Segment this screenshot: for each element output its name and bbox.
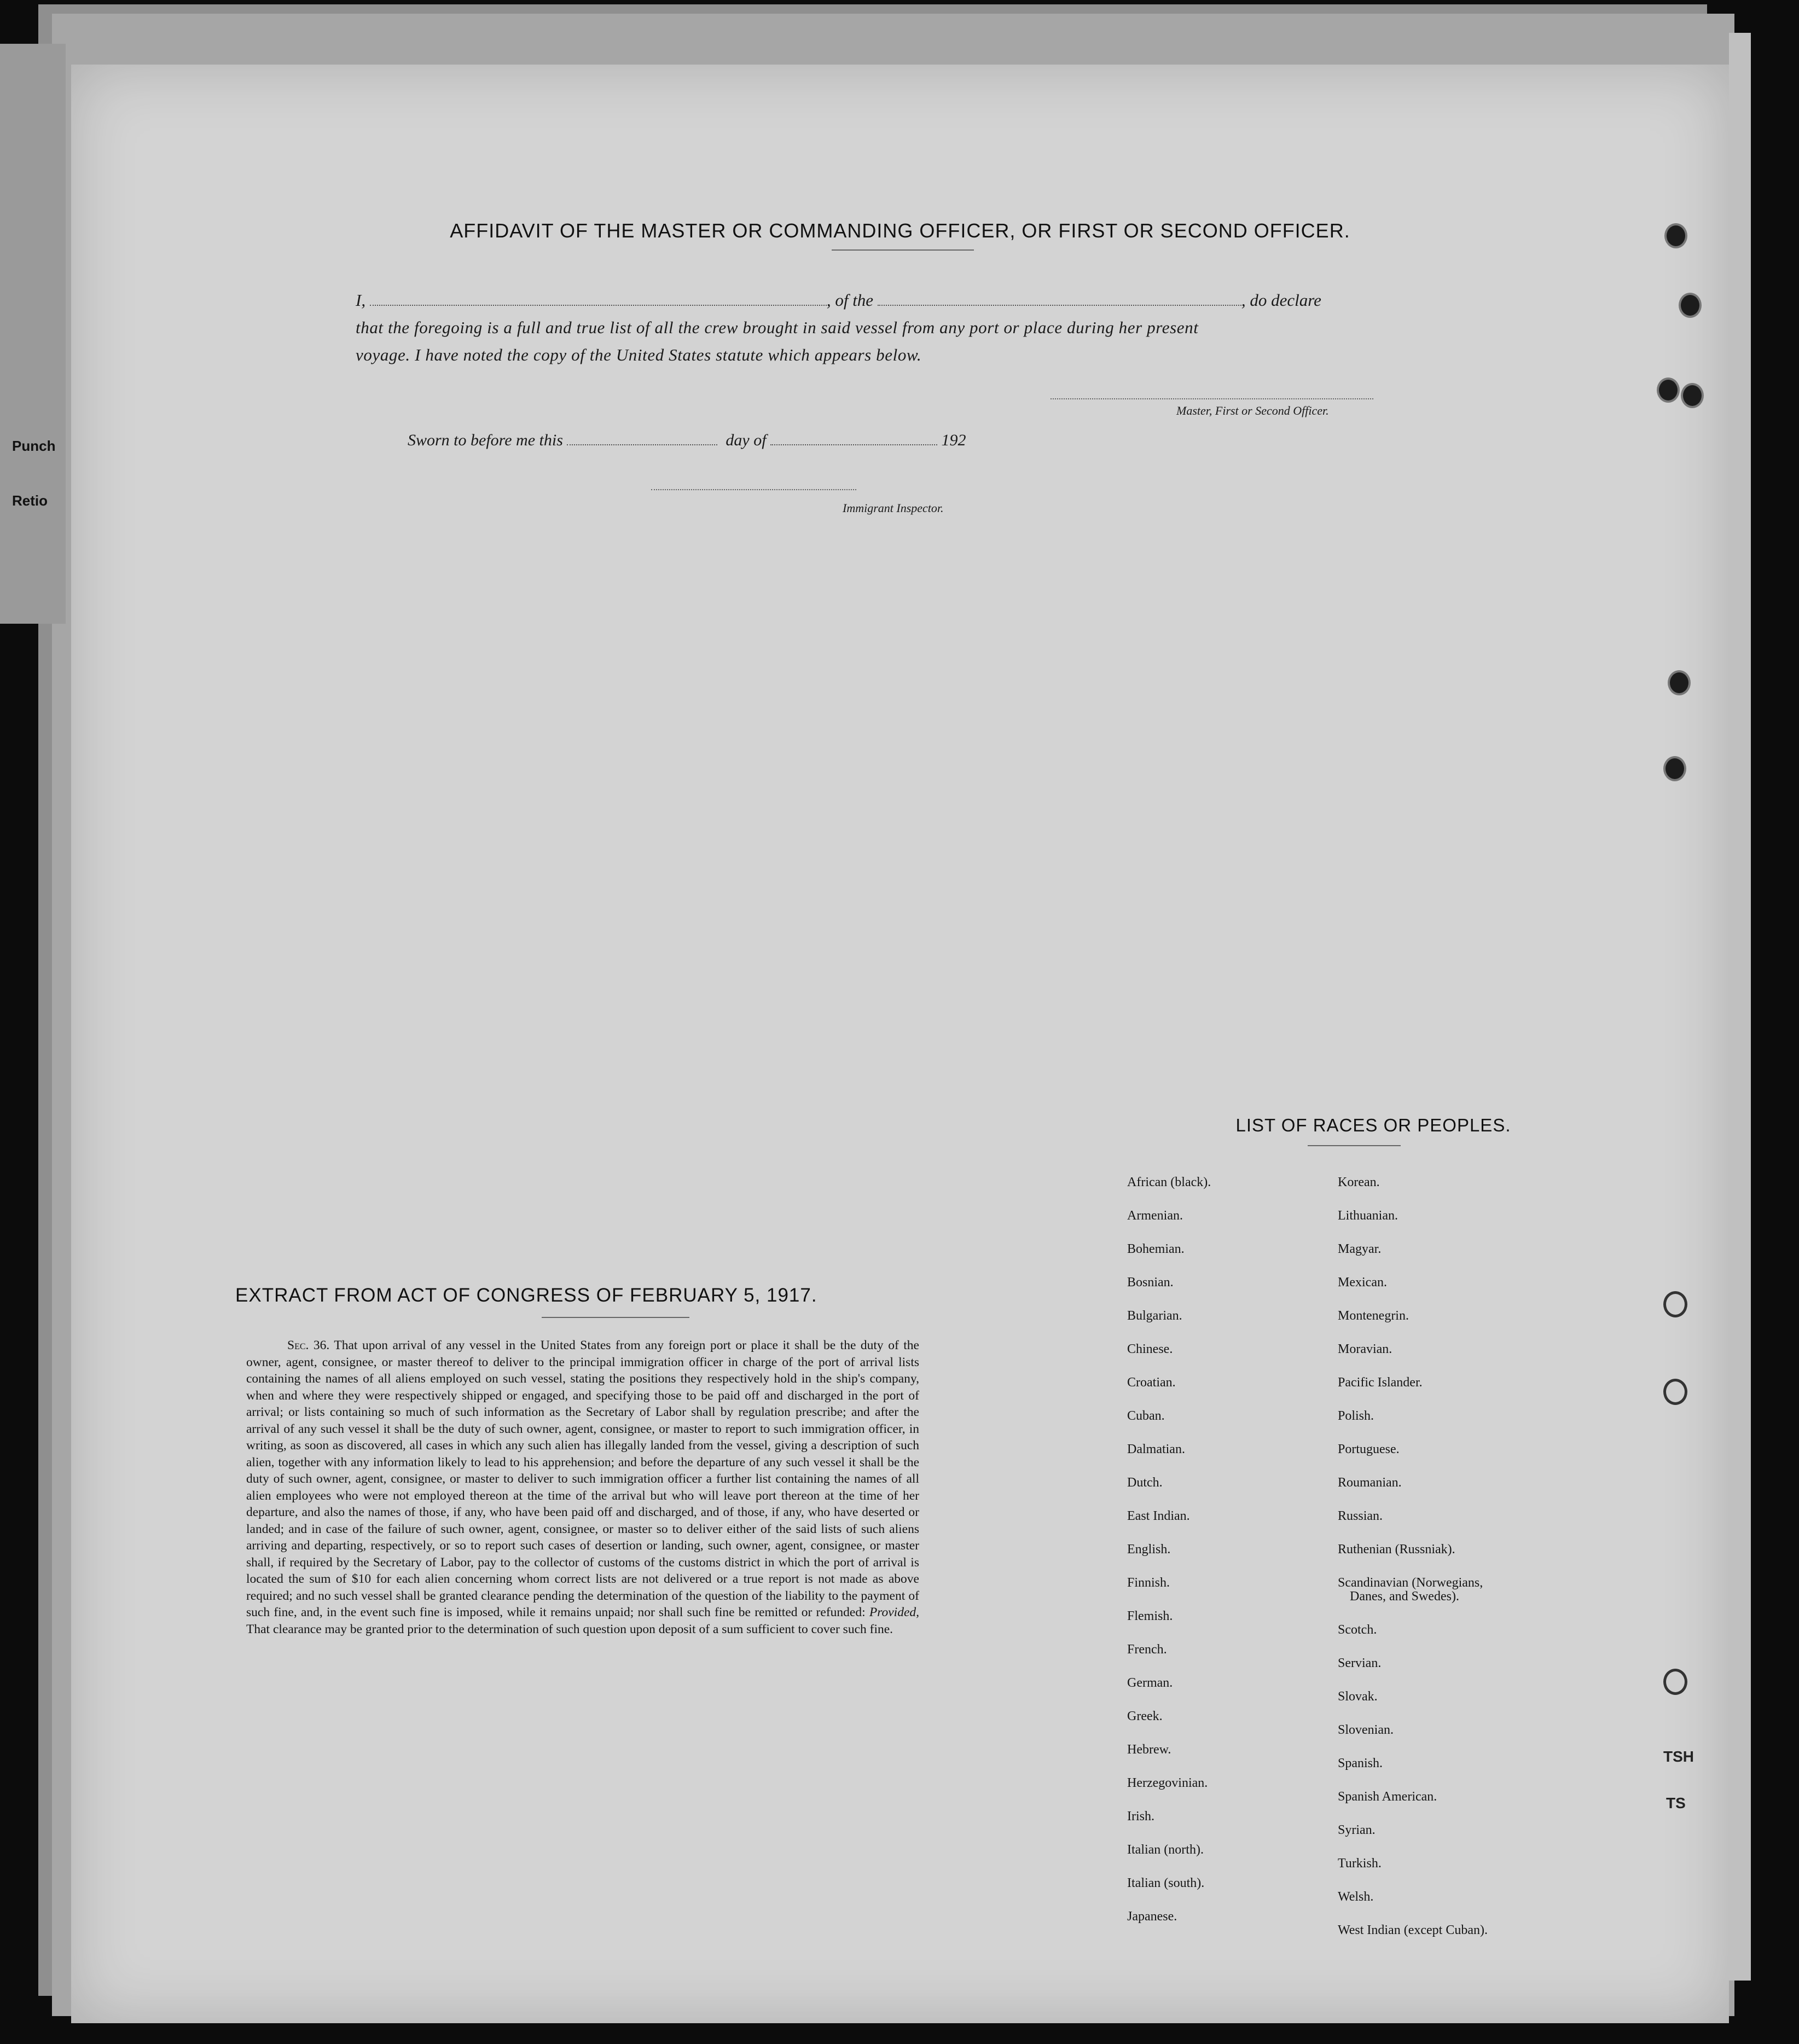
signature-label: Master, First or Second Officer. — [1176, 404, 1329, 417]
extract-body — [246, 1337, 919, 1637]
race-item: Armenian. — [1127, 1209, 1183, 1223]
sworn-month-field[interactable] — [770, 444, 937, 445]
race-item: Montenegrin. — [1338, 1309, 1409, 1323]
race-item: Danes, and Swedes). — [1350, 1589, 1459, 1604]
race-item: Polish. — [1338, 1409, 1374, 1423]
race-item: Herzegovinian. — [1127, 1776, 1208, 1790]
race-item: Spanish. — [1338, 1756, 1383, 1770]
race-item: Greek. — [1127, 1709, 1163, 1723]
race-item: East Indian. — [1127, 1509, 1190, 1523]
race-item: English. — [1127, 1542, 1171, 1557]
extract-text: That upon arrival of any vessel in the United States from any foreign port or place it shall be the duty of the owner, agent, consignee, or master thereof to deliver to the principal immigration officer in charge of the port of arrival lists containing the names of all aliens employed on such vessel, stating the positions they respectively hold in the ship's company, when and where they were respectively shipped or engaged, and specifying those to be paid off and discharged in the port of arrival; or lists containing so much of such information as the Secretary of Labor shall by regulation prescribe; and after the arrival of any such vessel it shall be the duty of such owner, agent, consignee, or master to report to such immigration officer, in writing, as soon as discovered, all cases in which any such alien has illegally landed from the vessel, giving a description of such alien, together with any information likely to lead to his apprehension; and before the departure of any such vessel it shall be the duty of such owner, agent, consignee, or master to deliver to such immigration officer a further list containing the names of all alien employees who were not employed thereon at the time of the arrival but who will leave port thereon at the time of her departure, and also the names of those, if any, who have been paid off and discharged, and of those, if any, who have deserted or landed; and in case of the failure of such owner, agent, consignee, or master so to deliver either of the said lists of such aliens arriving and departing, respectively, or so to report such cases of desertion or landing, such owner, agent, consignee, or master shall, if required by the Secretary of Labor, pay to the collector of customs of the customs district in which the port of arrival is located the sum of $10 for each alien concerning whom correct lists are not delivered or a true report is not made as above required; and no such vessel shall be granted clearance pending the determination of the question of the liability to the payment of such fine, and, in the event such fine is imposed, while it remains unpaid; nor shall such fine be remitted or refunded: — [246, 1338, 919, 1619]
extract-title-underline — [542, 1317, 689, 1318]
right-page-edge — [1729, 33, 1751, 1981]
race-item: Scotch. — [1338, 1623, 1377, 1637]
affidavit-of-the: , of the — [826, 291, 874, 310]
title-underline — [832, 249, 974, 251]
sworn-year-prefix: 192 — [941, 431, 966, 449]
race-item: Chinese. — [1127, 1342, 1173, 1356]
race-item: Bulgarian. — [1127, 1309, 1182, 1323]
race-item: Croatian. — [1127, 1375, 1176, 1390]
race-item: Japanese. — [1127, 1909, 1177, 1924]
left-tab-label: Retio — [12, 492, 48, 509]
race-item: Ruthenian (Russniak). — [1338, 1542, 1455, 1557]
signature-line[interactable] — [1051, 398, 1373, 399]
race-item: Syrian. — [1338, 1823, 1376, 1837]
race-item: Roumanian. — [1338, 1476, 1402, 1490]
race-item: Servian. — [1338, 1656, 1382, 1670]
inspector-signature-line[interactable] — [651, 489, 856, 490]
race-item: Hebrew. — [1127, 1743, 1171, 1757]
punch-hole — [1664, 223, 1687, 248]
race-item: Italian (south). — [1127, 1876, 1205, 1890]
race-item: Slovenian. — [1338, 1723, 1394, 1737]
margin-mark: TSH — [1663, 1748, 1694, 1765]
race-item: Welsh. — [1338, 1890, 1374, 1904]
race-item: Turkish. — [1338, 1856, 1382, 1871]
affidavit-line-2: that the foregoing is a full and true list of all the crew brought in said vessel from any port or place during her present — [356, 318, 1199, 337]
race-item: Italian (north). — [1127, 1843, 1204, 1857]
races-title: LIST OF RACES OR PEOPLES. — [1235, 1115, 1511, 1135]
punch-hole — [1663, 1291, 1687, 1317]
race-item: German. — [1127, 1676, 1173, 1690]
master-name-field[interactable] — [370, 305, 827, 306]
punch-hole — [1679, 293, 1702, 318]
race-item: Finnish. — [1127, 1576, 1170, 1590]
race-item: African (black). — [1127, 1175, 1211, 1189]
race-item: Irish. — [1127, 1809, 1154, 1824]
races-right-column — [1338, 1175, 1488, 1956]
race-item: Flemish. — [1127, 1609, 1173, 1623]
affidavit-line-3: voyage. I have noted the copy of the United States statute which appears below. — [356, 345, 922, 364]
extract-title: EXTRACT FROM ACT OF CONGRESS OF FEBRUARY 5, 1917. — [235, 1285, 817, 1306]
sworn-day-of: day of — [726, 431, 767, 449]
punch-hole — [1668, 670, 1691, 695]
sworn-day-field[interactable] — [567, 444, 717, 445]
manifest-page — [71, 65, 1729, 2023]
race-item: Mexican. — [1338, 1275, 1387, 1290]
race-item: Scandinavian (Norwegians, — [1338, 1576, 1483, 1590]
punch-hole — [1681, 383, 1704, 408]
races-title-underline — [1308, 1145, 1401, 1146]
left-edge-tabs — [0, 44, 66, 624]
race-item: French. — [1127, 1642, 1167, 1657]
sworn-line — [408, 431, 966, 450]
race-item: Moravian. — [1338, 1342, 1392, 1356]
race-item: West Indian (except Cuban). — [1338, 1923, 1488, 1937]
margin-mark: TS — [1666, 1795, 1686, 1811]
race-item: Portuguese. — [1338, 1442, 1400, 1456]
race-item: Spanish American. — [1338, 1790, 1437, 1804]
race-item: Lithuanian. — [1338, 1209, 1398, 1223]
race-item: Pacific Islander. — [1338, 1375, 1423, 1390]
race-item: Bohemian. — [1127, 1242, 1185, 1256]
race-item: Korean. — [1338, 1175, 1380, 1189]
punch-hole — [1663, 756, 1686, 781]
race-item: Russian. — [1338, 1509, 1383, 1523]
race-item: Slovak. — [1338, 1689, 1378, 1704]
races-left-column — [1127, 1175, 1211, 1943]
affidavit-title: AFFIDAVIT OF THE MASTER OR COMMANDING OFFICER, OR FIRST OR SECOND OFFICER. — [450, 219, 1350, 242]
affidavit-i: I, — [356, 291, 366, 310]
extract-tail: That clearance may be granted prior to the determination of such question upon deposit of a sum sufficient to cover such fine. — [246, 1622, 893, 1636]
sworn-prefix: Sworn to before me this — [408, 431, 563, 449]
affidavit-line-1 — [356, 291, 1321, 310]
race-item: Bosnian. — [1127, 1275, 1174, 1290]
extract-section-label: Sec. 36. — [287, 1338, 330, 1352]
race-item: Cuban. — [1127, 1409, 1165, 1423]
extract-provided: Provided, — [869, 1605, 920, 1619]
race-item: Dutch. — [1127, 1476, 1163, 1490]
punch-hole — [1663, 1379, 1687, 1405]
inspector-label: Immigrant Inspector. — [843, 501, 944, 515]
left-tab-label: Punch — [12, 438, 56, 454]
punch-hole — [1657, 378, 1680, 403]
punch-hole — [1663, 1669, 1687, 1695]
race-item: Magyar. — [1338, 1242, 1382, 1256]
race-item: Dalmatian. — [1127, 1442, 1185, 1456]
vessel-name-field[interactable] — [878, 305, 1241, 306]
affidavit-do-declare: , do declare — [1241, 291, 1321, 310]
